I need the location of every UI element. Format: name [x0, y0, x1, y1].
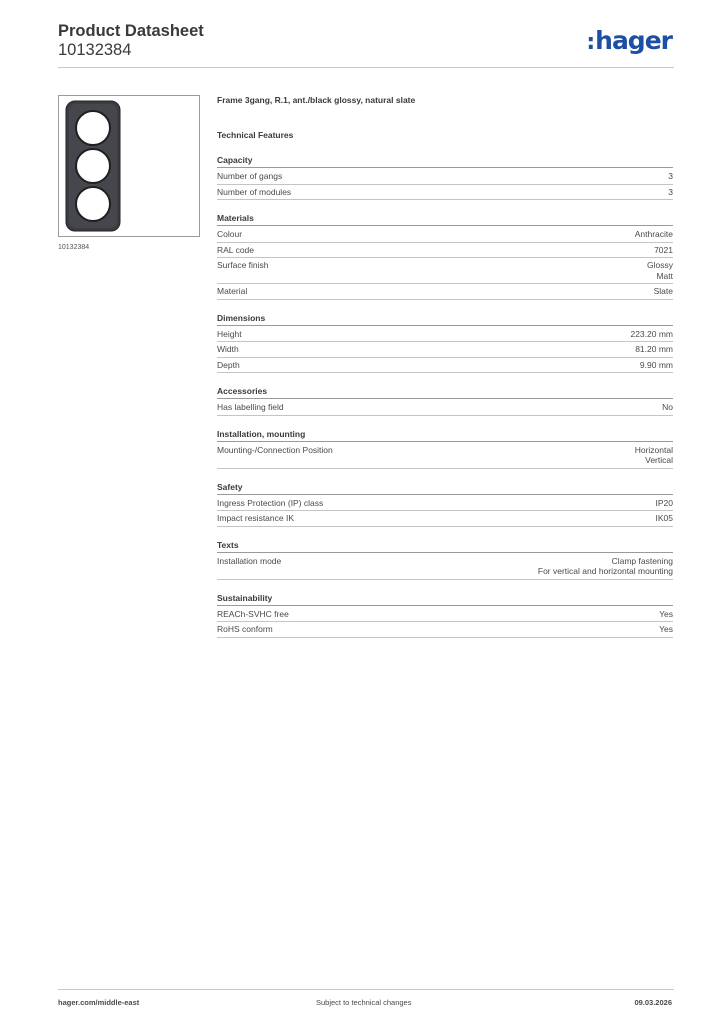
- section-texts: [217, 540, 673, 580]
- feature-sections: [217, 155, 673, 638]
- footer-date: 09.03.2026: [634, 998, 672, 1007]
- feature-label: Number of gangs: [217, 171, 283, 181]
- feature-row: [217, 554, 673, 580]
- feature-value: [647, 260, 673, 281]
- feature-value-line: IK05: [655, 513, 673, 523]
- feature-value-line: Anthracite: [634, 229, 673, 239]
- section-title: Sustainability: [217, 593, 673, 606]
- feature-row: [217, 511, 673, 527]
- feature-value: [659, 624, 673, 635]
- feature-row: [217, 169, 673, 185]
- feature-value-line: 81.20 mm: [635, 344, 673, 354]
- feature-row: [217, 258, 673, 284]
- feature-row: [217, 284, 673, 300]
- section-title: Installation, mounting: [217, 429, 673, 442]
- feature-value-line: Slate: [653, 286, 673, 296]
- feature-value: [630, 329, 673, 340]
- feature-label: Ingress Protection (IP) class: [217, 497, 324, 508]
- page-header: [58, 22, 674, 60]
- section-materials: [217, 213, 673, 300]
- feature-row: [217, 185, 673, 201]
- feature-value-line: Horizontal: [634, 444, 673, 455]
- section-title: Accessories: [217, 386, 673, 399]
- feature-label: REACh-SVHC free: [217, 608, 289, 619]
- feature-row: [217, 327, 673, 343]
- feature-value: [668, 187, 673, 198]
- feature-value-line: 223.20 mm: [630, 328, 673, 339]
- section-installation-mounting: [217, 429, 673, 469]
- product-number: 10132384: [58, 41, 132, 59]
- footer-divider: [58, 989, 674, 990]
- feature-label: Has labelling field: [217, 402, 284, 412]
- feature-label: Surface finish: [217, 260, 269, 270]
- feature-label: Depth: [217, 359, 240, 370]
- feature-value-line: Clamp fastening: [611, 555, 673, 566]
- feature-value-line: Yes: [659, 624, 673, 634]
- feature-value-line: 9.90 mm: [639, 359, 673, 370]
- page-title: Product Datasheet: [58, 22, 204, 40]
- feature-row: [217, 227, 673, 243]
- section-dimensions: [217, 313, 673, 374]
- feature-value-line: Glossy: [647, 260, 673, 270]
- feature-label: Installation mode: [217, 555, 282, 566]
- feature-label: Number of modules: [217, 186, 292, 197]
- feature-value-line: 3: [668, 171, 673, 181]
- feature-value-line: IP20: [655, 497, 673, 508]
- section-capacity: [217, 155, 673, 200]
- product-image: [58, 95, 200, 237]
- technical-features-title: Technical Features: [217, 130, 294, 140]
- datasheet-content: [217, 95, 673, 651]
- section-safety: [217, 482, 673, 527]
- section-title: Safety: [217, 482, 673, 495]
- feature-label: Mounting-/Connection Position: [217, 444, 333, 455]
- feature-value-line: No: [662, 402, 673, 412]
- feature-value-line: 7021: [654, 244, 673, 255]
- footer-note: Subject to technical changes: [316, 998, 412, 1007]
- feature-value: [640, 360, 673, 371]
- feature-value: [654, 245, 673, 256]
- section-title: Texts: [217, 540, 673, 553]
- feature-row: [217, 496, 673, 512]
- feature-value: [659, 609, 673, 620]
- feature-value-line: Matt: [656, 270, 673, 281]
- feature-row: [217, 622, 673, 638]
- feature-value: [656, 498, 674, 509]
- feature-value: [656, 513, 674, 524]
- feature-value: [668, 171, 673, 182]
- product-name: Frame 3gang, R.1, ant./black glossy, natural slate: [217, 95, 416, 105]
- feature-row: [217, 358, 673, 374]
- section-title: Dimensions: [217, 313, 673, 326]
- feature-row: [217, 607, 673, 623]
- feature-value: [662, 402, 673, 413]
- feature-row: [217, 243, 673, 259]
- footer-website: hager.com/middle-east: [58, 998, 140, 1007]
- feature-value: [635, 229, 673, 240]
- section-title: Materials: [217, 213, 673, 226]
- feature-label: Height: [217, 328, 242, 339]
- section-title: Capacity: [217, 155, 673, 168]
- frame-3gang-image: [65, 100, 121, 232]
- feature-value: [538, 556, 673, 577]
- feature-value-line: For vertical and horizontal mounting: [537, 566, 673, 576]
- section-accessories: [217, 386, 673, 416]
- feature-value: [635, 344, 673, 355]
- feature-label: RoHS conform: [217, 624, 273, 634]
- feature-label: Impact resistance IK: [217, 513, 295, 523]
- feature-row: [217, 400, 673, 416]
- feature-value-line: Yes: [659, 608, 673, 619]
- header-divider: [58, 67, 674, 68]
- image-caption: 10132384: [58, 244, 90, 251]
- section-sustainability: [217, 593, 673, 638]
- hager-logo: :hager: [586, 26, 672, 55]
- feature-value: [635, 445, 673, 466]
- feature-value: [654, 286, 673, 297]
- feature-label: Colour: [217, 229, 243, 239]
- feature-label: Width: [217, 344, 239, 354]
- feature-value-line: 3: [668, 186, 673, 197]
- feature-row: [217, 342, 673, 358]
- feature-row: [217, 443, 673, 469]
- feature-value-line: Vertical: [645, 455, 673, 465]
- feature-label: RAL code: [217, 244, 255, 255]
- feature-label: Material: [217, 286, 248, 296]
